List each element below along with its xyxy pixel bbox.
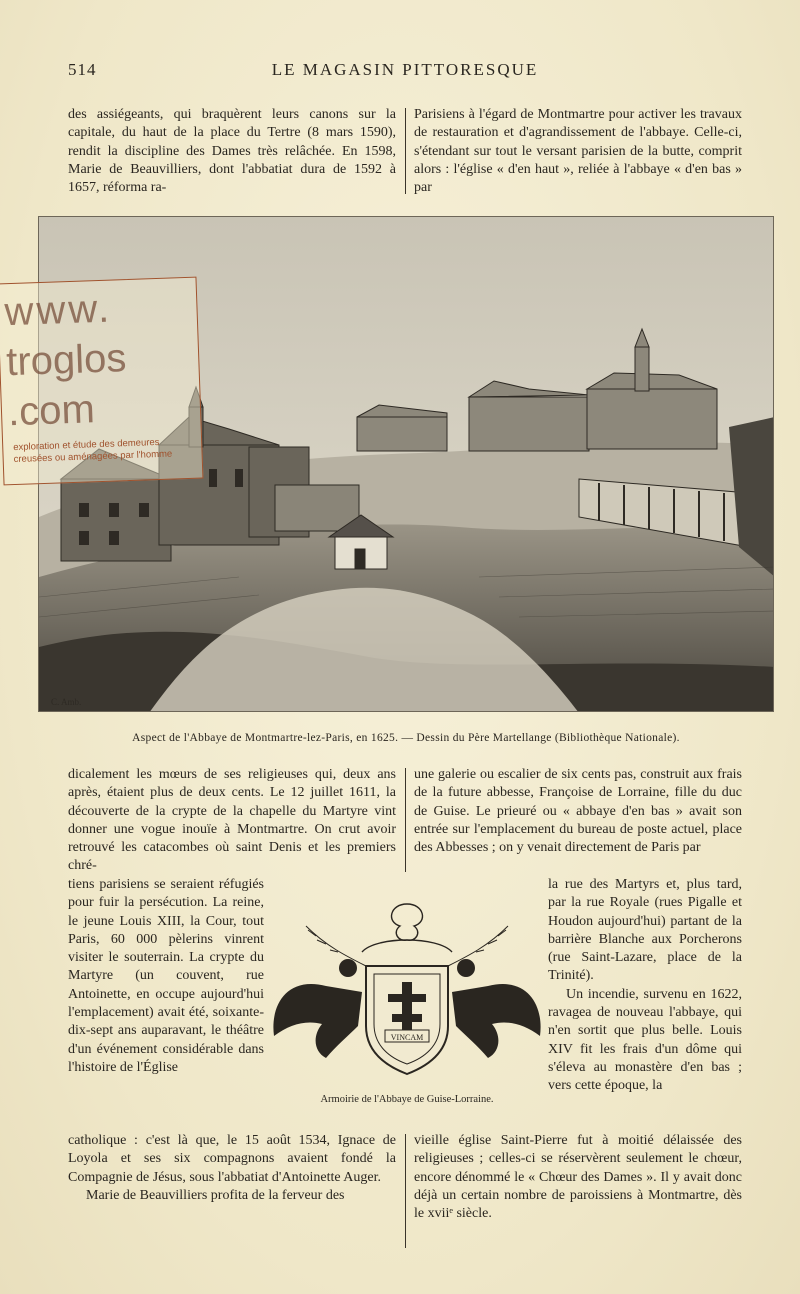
troglos-watermark xyxy=(0,277,203,486)
bottom-right-column xyxy=(414,1132,742,1223)
bottom-left-paragraph-1: catholique : c'est là que, le 15 août 1534, Ignace de Loyola et ses six compagnons avaient fondé la Compagnie de Jésus, sous l'abbatiat d'Antoinette Auger. xyxy=(68,1133,396,1185)
top-left-paragraph: des assiégeants, qui braquèrent leurs canons sur la capitale, du haut de la place du Tertre (8 mars 1590), rendit la discipline des Dames très relâchée. En 1598, Marie de Beauvilliers, dont l'abbatiat dura de 1592 à 1657, réforma ra- xyxy=(68,107,396,196)
mid-right-column xyxy=(414,766,742,857)
mid-right-paragraph: une galerie ou escalier de six cents pas, construit aux frais de la future abbesse, Françoise de Lorraine, fille du duc de Guise. Le prieuré ou « abbaye d'en bas » avait son entrée sur l'emplacement du bureau de poste actuel, place des Abbesses ; on y venait directement de Paris par xyxy=(414,767,742,856)
bottom-right-paragraph: vieille église Saint-Pierre fut à moitié délaissée des religieuses ; celles-ci se réservèrent seulement le chœur, encore dénommé le « Chœur des Dames ». Il y avait donc déjà un certain nombre de paroissiens à Montmartre, dès le xviiᵉ siècle. xyxy=(414,1133,742,1222)
page-number: 514 xyxy=(68,60,97,79)
column-rule-mid xyxy=(405,768,406,872)
coat-of-arms xyxy=(266,896,548,1086)
mid-left-paragraph: dicalement les mœurs de ses religieuses qui, deux ans après, étaient plus de deux cents. Le 12 juillet 1611, la découverte de la crypte de la chapelle du Martyre vint donner une vogue inouïe à Montmartre. On crut avoir retrouvé les catacombes où saint Denis et les premiers chré- xyxy=(68,767,396,874)
running-title: LE MAGASIN PITTORESQUE xyxy=(271,60,539,79)
crest-motto: VINCAM xyxy=(390,1033,424,1042)
wrap-right-paragraph-2: Un incendie, survenu en 1622, ravagea de nouveau l'abbaye, qui n'en sortit que plus belle. Louis XIV fit les frais d'un dôme qui s'éleva au monastère d'en bas ; vers cette époque, la xyxy=(548,986,742,1094)
bottom-left-paragraph-2: Marie de Beauvilliers profita de la ferveur des xyxy=(86,1187,345,1203)
wrap-left-column xyxy=(68,876,264,1077)
page-header xyxy=(68,60,742,84)
wrap-right-paragraph-1: la rue des Martyrs et, plus tard, par la rue Royale (rues Pigalle et Houdon aujourd'hui) partant de la barrière Blanche aux Porcherons (rue Saint-Lazare, place de la Trinité). xyxy=(548,877,742,984)
wrap-left-paragraph: tiens parisiens se seraient réfugiés pour fuir la persécution. La reine, le jeune Louis XIII, la Cour, tout Paris, 60 000 pèlerins vinrent visiter le souterrain. La crypte du Martyre (un couvent, rue Antoinette, en occupe aujourd'hui l'emplacement) avait été, soixante-dix-sept ans auparavant, le théâtre d'un événement considérable dans l'histoire de l'Église xyxy=(68,877,264,1075)
bottom-left-column xyxy=(68,1132,396,1205)
watermark-line-2: troglos xyxy=(5,336,128,385)
watermark-line-3: .com xyxy=(7,387,96,435)
crest-caption: Armoirie de l'Abbaye de Guise-Lorraine. xyxy=(320,1094,494,1105)
mid-left-column xyxy=(68,766,396,876)
figure-caption: Aspect de l'Abbaye de Montmartre-lez-Paris, en 1625. — Dessin du Père Martellange (Bibliothèque Nationale). xyxy=(132,732,680,744)
column-rule-bottom xyxy=(405,1134,406,1248)
crest-icon xyxy=(266,896,548,1086)
engraving-signature: C. Amb. xyxy=(51,697,82,707)
column-rule-top xyxy=(405,108,406,194)
top-left-column xyxy=(68,106,396,197)
top-right-column xyxy=(414,106,742,197)
watermark-line-1: www. xyxy=(3,286,113,335)
top-right-paragraph: Parisiens à l'égard de Montmartre pour activer les travaux de restauration et d'agrandissement de l'abbaye. Celle-ci, s'étendant sur tout le versant parisien de la butte, comprit alors : l'église « d'en haut », reliée à l'abbaye « d'en bas » par xyxy=(414,107,742,196)
watermark-tagline: exploration et étude des demeures creusées ou aménagées par l'homme xyxy=(13,436,173,466)
wrap-right-column xyxy=(548,876,742,1096)
